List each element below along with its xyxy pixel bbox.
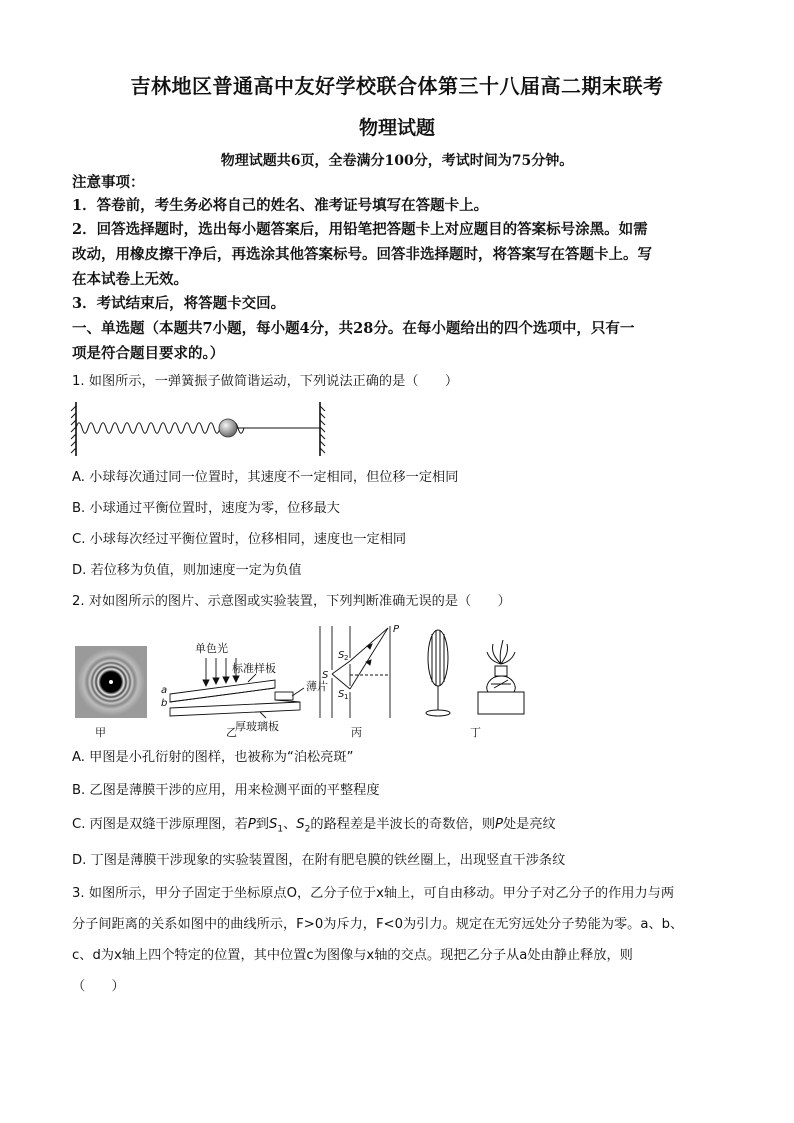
q2-option-b: B. 乙图是薄膜干涉的应用，用来检测平面的平整程度 <box>72 783 380 798</box>
label-standard-plate: 标准样板 <box>232 662 276 675</box>
notice-item-3: 3．考试结束后，将答题卡交回。 <box>72 295 286 312</box>
figure-bing <box>320 626 390 718</box>
q3-stem-line-3: c、d为x轴上四个特定的位置，其中位置c为图像与x轴的交点。现把乙分子从a处由静止释放，则 <box>72 948 633 963</box>
caption-bing: 丙 <box>351 726 362 739</box>
section-heading-line-2: 项是符合题目要求的。） <box>72 345 225 362</box>
q1-option-d: D. 若位移为负值，则加速度一定为负值 <box>72 563 302 578</box>
label-S2: S <box>338 650 345 661</box>
q2-option-a: A. 甲图是小孔衍射的图样，也被称为“泊松亮斑” <box>72 750 354 765</box>
q1-spring-figure <box>70 398 330 460</box>
figure-jia <box>75 646 147 718</box>
q3-stem-line-1: 3. 如图所示，甲分子固定于坐标原点O，乙分子位于x轴上，可自由移动。甲分子对乙分子的作用力与两 <box>72 886 675 901</box>
figure-ding-ring <box>426 630 450 716</box>
q1-stem: 1. 如图所示，一弹簧振子做简谐运动，下列说法正确的是（ ） <box>72 374 459 389</box>
label-thick-glass: 厚玻璃板 <box>235 720 279 733</box>
notice-item-2-line-1: 2．回答选择题时，选出每小题答案后，用铅笔把答题卡上对应题目的答案标号涂黑。如需 <box>72 221 648 238</box>
q2-option-d: D. 丁图是薄膜干涉现象的实验装置图，在附有肥皂膜的铁丝圈上，出现竖直干涉条纹 <box>72 853 566 868</box>
notice-heading: 注意事项： <box>72 174 145 191</box>
section-heading-line-1: 一、单选题（本题共7小题，每小题4分，共28分。在每小题给出的四个选项中，只有一 <box>72 320 635 337</box>
label-S: S <box>322 670 329 681</box>
q2-stem: 2. 对如图所示的图片、示意图或实验装置，下列判断准确无误的是（ ） <box>72 594 511 609</box>
exam-summary: 物理试题共6页，全卷满分100分，考试时间为75分钟。 <box>220 153 574 169</box>
q3-stem-line-2: 分子间距离的关系如图中的曲线所示，F>0为斥力，F<0为引力。规定在无穷远处分子势能为零。a、b、 <box>72 917 684 932</box>
caption-jia: 甲 <box>95 726 106 739</box>
q3-stem-line-4: （ ） <box>72 979 125 994</box>
label-thin-sheet: 薄片 <box>306 680 328 693</box>
q1-option-b: B. 小球通过平衡位置时，速度为零，位移最大 <box>72 501 340 516</box>
label-light: 单色光 <box>195 642 228 655</box>
caption-ding: 丁 <box>470 726 481 739</box>
q1-option-c: C. 小球每次经过平衡位置时，位移相同，速度也一定相同 <box>72 532 407 547</box>
label-S2-sub: 2 <box>344 654 349 662</box>
label-b: b <box>161 698 168 709</box>
exam-title: 吉林地区普通高中友好学校联合体第三十八届高二期末联考 <box>130 74 664 98</box>
notice-item-1: 1．答卷前，考生务必将自己的姓名、准考证号填写在答题卡上。 <box>72 197 489 214</box>
q1-option-a: A. 小球每次通过同一位置时，其速度不一定相同，但位移一定相同 <box>72 470 459 485</box>
label-S1-sub: 1 <box>344 693 349 701</box>
subject-title: 物理试题 <box>358 117 435 139</box>
q2-option-c: C. 丙图是双缝干涉原理图，若P到$S_1$、$S_2$的路程差是半波长的奇数倍，则P处是亮纹 <box>72 817 556 835</box>
notice-item-2-line-3: 在本试卷上无效。 <box>72 271 188 288</box>
caption-yi: 乙 <box>226 726 237 739</box>
figure-ding-lamp <box>478 640 524 714</box>
label-P: P <box>393 624 400 635</box>
notice-item-2-line-2: 改动，用橡皮擦干净后，再选涂其他答案标号。回答非选择题时，将答案写在答题卡上。写 <box>72 246 652 263</box>
label-S1: S <box>338 689 345 700</box>
q2-figure <box>70 618 540 740</box>
label-a: a <box>161 685 168 696</box>
